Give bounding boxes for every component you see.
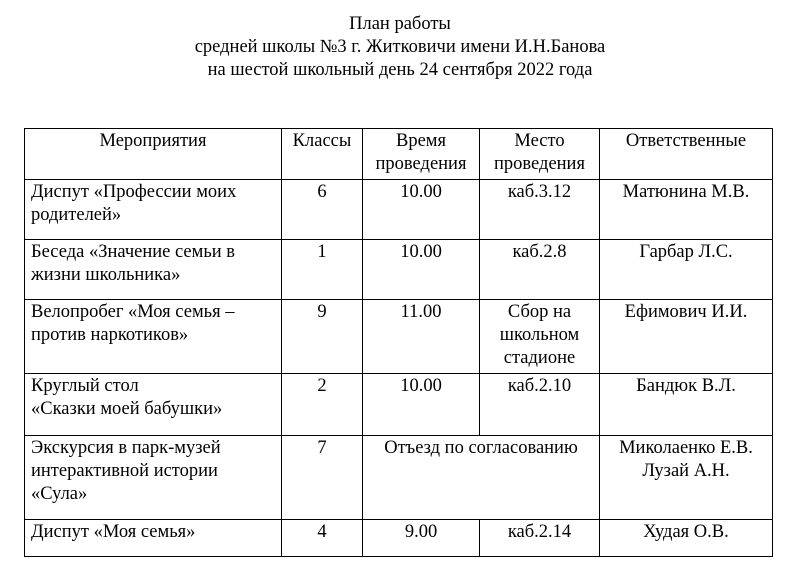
cell-place: Сбор на школьном стадионе: [480, 300, 600, 374]
cell-responsible: Худая О.В.: [600, 520, 773, 557]
table-row: [25, 300, 773, 374]
cell-responsible: Матюнина М.В.: [600, 180, 773, 240]
cell-activity: Велопробег «Моя семья – против наркотиков»: [25, 300, 282, 374]
table-row: [25, 180, 773, 240]
cell-time: 11.00: [363, 300, 480, 374]
cell-activity: Беседа «Значение семьи в жизни школьника»: [25, 240, 282, 300]
cell-classes: 6: [282, 180, 363, 240]
column-header-classes: Классы: [282, 129, 363, 180]
cell-place: каб.3.12: [480, 180, 600, 240]
column-header-place: Место проведения: [480, 129, 600, 180]
cell-time: 10.00: [363, 374, 480, 436]
table-header-row: [25, 129, 773, 180]
title-line-3: на шестой школьный день 24 сентября 2022 года: [207, 60, 593, 80]
column-header-responsible: Ответственные: [600, 129, 773, 180]
cell-classes: 2: [282, 374, 363, 436]
cell-activity: Диспут «Профессии моих родителей»: [25, 180, 282, 240]
cell-classes: 4: [282, 520, 363, 557]
table-row: [25, 520, 773, 557]
cell-time: 9.00: [363, 520, 480, 557]
table-row: [25, 436, 773, 520]
cell-responsible: Миколаенко Е.В. Лузай А.Н.: [600, 436, 773, 520]
cell-place: каб.2.10: [480, 374, 600, 436]
cell-time: 10.00: [363, 240, 480, 300]
document-title: [0, 13, 800, 82]
cell-activity: Диспут «Моя семья»: [25, 520, 282, 557]
cell-time: 10.00: [363, 180, 480, 240]
title-line-2: средней школы №3 г. Житковичи имени И.Н.Банова: [194, 37, 606, 57]
column-header-activity: Мероприятия: [25, 129, 282, 180]
column-header-time: Время проведения: [363, 129, 480, 180]
schedule-table: [24, 128, 773, 557]
cell-activity: Экскурсия в парк-музей интерактивной истории «Сула»: [25, 436, 282, 520]
cell-classes: 9: [282, 300, 363, 374]
cell-responsible: Ефимович И.И.: [600, 300, 773, 374]
table-row: [25, 374, 773, 436]
table-row: [25, 240, 773, 300]
cell-classes: 1: [282, 240, 363, 300]
cell-time-place-merged: Отъезд по согласованию: [363, 436, 600, 520]
cell-place: каб.2.14: [480, 520, 600, 557]
title-line-1: План работы: [349, 14, 451, 34]
cell-activity: Круглый стол «Сказки моей бабушки»: [25, 374, 282, 436]
cell-place: каб.2.8: [480, 240, 600, 300]
cell-classes: 7: [282, 436, 363, 520]
cell-responsible: Гарбар Л.С.: [600, 240, 773, 300]
cell-responsible: Бандюк В.Л.: [600, 374, 773, 436]
